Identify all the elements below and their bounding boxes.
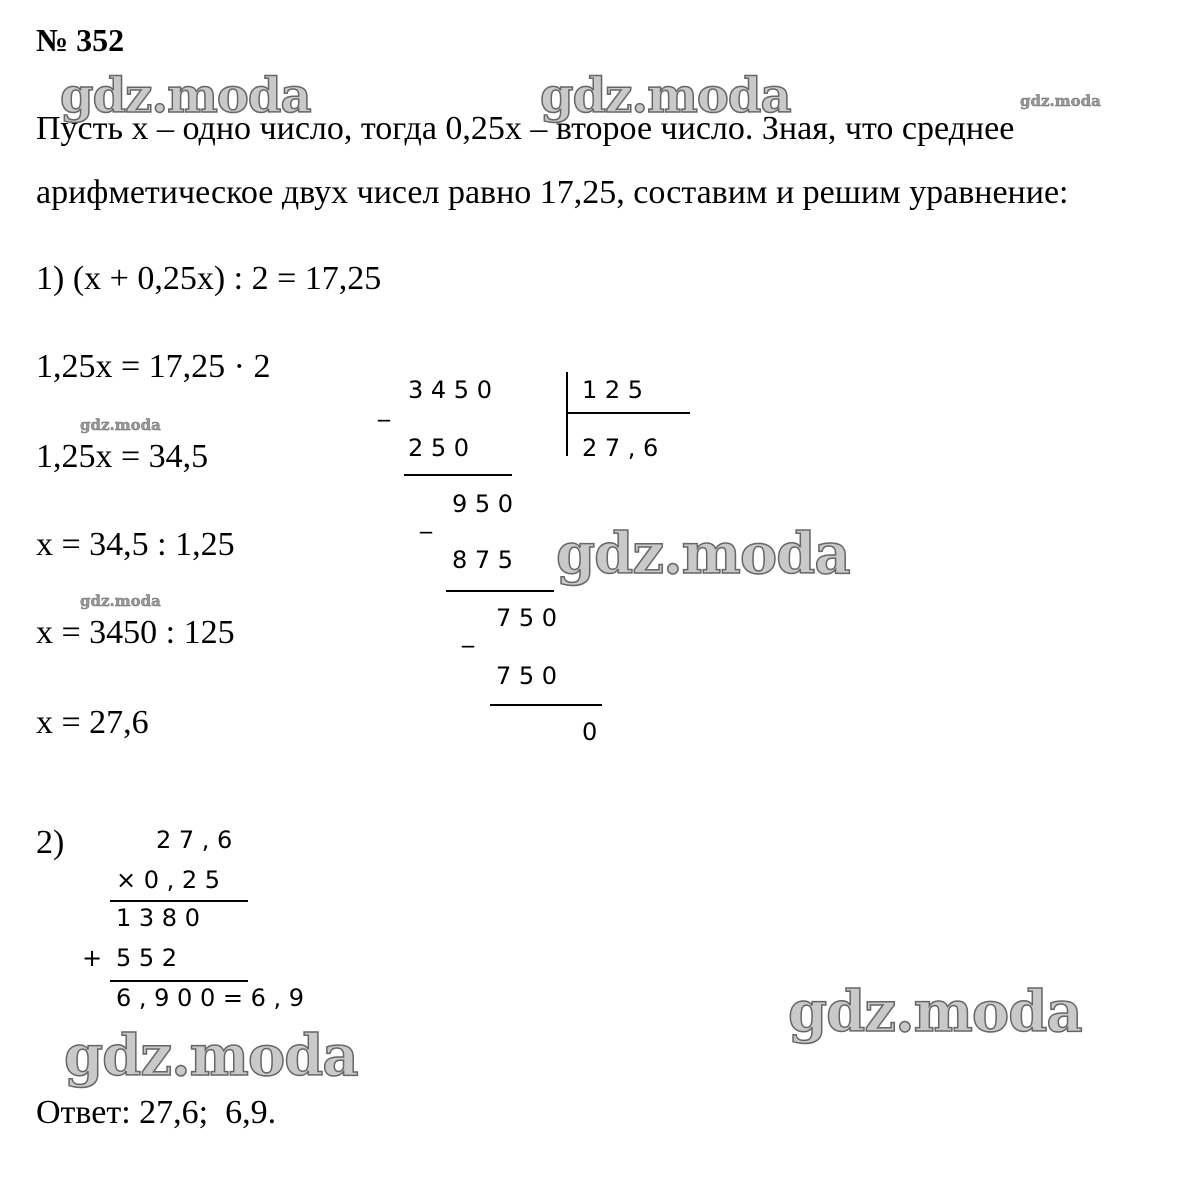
watermark: gdz.moda xyxy=(60,68,311,124)
equation-1: 1) (x + 0,25x) : 2 = 17,25 xyxy=(36,260,382,297)
rule-1 xyxy=(404,474,512,476)
subtrahend-3: 7 5 0 xyxy=(496,662,558,690)
rule-multiplication xyxy=(110,900,248,902)
factor-1: 2 7 , 6 xyxy=(156,826,233,854)
equation-4: x = 34,5 : 1,25 xyxy=(36,526,235,563)
remainder-1: 9 5 0 xyxy=(452,490,514,518)
rule-3 xyxy=(490,704,602,706)
equation-6: x = 27,6 xyxy=(36,704,149,741)
equation-3: 1,25x = 34,5 xyxy=(36,438,209,475)
rule-2 xyxy=(446,590,554,592)
product-result: 6 , 9 0 0 = 6 , 9 xyxy=(116,984,305,1012)
minus-sign: _ xyxy=(378,394,390,422)
divisor-underline xyxy=(566,412,690,414)
watermark: gdz.moda xyxy=(788,979,1082,1045)
watermark: gdz.moda xyxy=(80,592,161,610)
intro-line-1: Пусть x – одно число, тогда 0,25x – второе число. Зная, что среднее xyxy=(36,110,1015,147)
subtrahend-1: 2 5 0 xyxy=(408,434,470,462)
watermark: gdz.moda xyxy=(64,1023,358,1089)
equation-5: x = 3450 : 125 xyxy=(36,614,235,651)
dividend: 3 4 5 0 xyxy=(408,376,492,404)
remainder-2: 7 5 0 xyxy=(496,604,558,632)
minus-sign: _ xyxy=(420,506,432,534)
rule-sum xyxy=(110,980,248,982)
watermark: gdz.moda xyxy=(1020,92,1101,110)
factor-2: × 0 , 2 5 xyxy=(116,866,221,894)
plus-sign: + xyxy=(82,944,103,972)
intro-line-2: арифметическое двух чисел равно 17,25, составим и решим уравнение: xyxy=(36,174,1069,211)
division-bar xyxy=(566,372,568,456)
subtrahend-2: 8 7 5 xyxy=(452,546,514,574)
partial-product-2: 5 5 2 xyxy=(116,944,178,972)
problem-number: № 352 xyxy=(36,22,125,58)
watermark: gdz.moda xyxy=(556,521,850,587)
partial-product-1: 1 3 8 0 xyxy=(116,904,200,932)
minus-sign: _ xyxy=(462,620,474,648)
equation-2: 1,25x = 17,25 · 2 xyxy=(36,348,271,385)
watermark: gdz.moda xyxy=(540,68,791,124)
divisor: 1 2 5 xyxy=(582,376,644,404)
quotient: 2 7 , 6 xyxy=(582,434,659,462)
step-2-label: 2) xyxy=(36,824,65,861)
remainder-final: 0 xyxy=(582,718,598,746)
watermark: gdz.moda xyxy=(80,416,161,434)
answer: Ответ: 27,6; 6,9. xyxy=(36,1094,277,1131)
